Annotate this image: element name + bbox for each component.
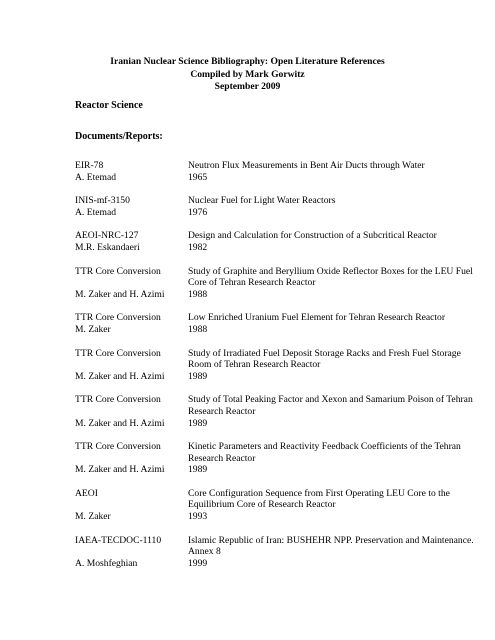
document-header [0,56,495,94]
bibliography-entry [75,535,475,570]
entry-id: TTR Core Conversion [75,312,161,324]
entry-author: M. Zaker and H. Azimi [75,370,165,382]
entry-title: Low Enriched Uranium Fuel Element for Tehran Research Reactor [188,312,446,324]
entry-year: 1989 [188,464,208,476]
bibliography-entry [75,348,475,383]
entry-id: AEOI [75,487,98,499]
entry-author: M. Zaker [75,323,111,335]
entry-title: Islamic Republic of Iran: BUSHEHR NPP. Preservation and Maintenance. Annex 8 [188,534,474,558]
entry-id: IAEA-TECDOC-1110 [75,534,162,546]
entry-id: TTR Core Conversion [75,265,161,277]
entry-title: Nuclear Fuel for Light Water Reactors [188,195,336,207]
bibliography-entry [75,195,475,218]
entry-year: 1976 [188,206,208,218]
entry-author: M. Zaker and H. Azimi [75,464,165,476]
entry-author: A. Etemad [75,206,117,218]
entry-author: A. Moshfeghian [75,557,138,569]
entry-year: 1999 [188,557,208,569]
entry-author: A. Etemad [75,171,117,183]
entry-id: TTR Core Conversion [75,347,161,359]
entry-author: M.R. Eskandaeri [75,241,140,253]
entry-year: 1988 [188,288,208,300]
header-compiler: Compiled by Mark Gorwitz [190,68,305,80]
bibliography-entry [75,160,475,183]
entry-title: Neutron Flux Measurements in Bent Air Ducts through Water [188,160,425,171]
subsection-title: Documents/Reports: [75,131,163,142]
entry-title: Study of Irradiated Fuel Deposit Storage Racks and Fresh Fuel Storage Room of Tehran Research Reactor [188,347,461,371]
entry-title: Study of Total Peaking Factor and Xexon and Samarium Poison of Tehran Research Reactor [188,394,473,417]
bibliography-list [75,160,475,581]
section-title: Reactor Science [75,100,143,111]
header-date: September 2009 [214,81,281,92]
bibliography-entry [75,488,475,523]
entry-id: TTR Core Conversion [75,441,161,453]
entry-year: 1993 [188,511,208,523]
entry-id: INIS-mf-3150 [75,195,130,207]
bibliography-entry [75,230,475,253]
entry-year: 1988 [188,323,208,335]
bibliography-entry [75,266,475,301]
entry-year: 1989 [188,370,208,382]
entry-author: M. Zaker [75,511,111,523]
entry-year: 1989 [188,417,208,429]
entry-title: Core Configuration Sequence from First Operating LEU Core to the Equilibrium Core of Research Reactor [188,487,450,511]
bibliography-entry [75,441,475,476]
entry-id: TTR Core Conversion [75,394,161,406]
entry-year: 1982 [188,241,208,253]
entry-author: M. Zaker and H. Azimi [75,417,165,429]
bibliography-entry [75,394,475,429]
entry-id: AEOI-NRC-127 [75,230,139,242]
entry-author: M. Zaker and H. Azimi [75,288,165,300]
entry-id: EIR-78 [75,160,104,171]
header-title: Iranian Nuclear Science Bibliography: Open Literature References [110,56,385,67]
entry-year: 1965 [188,171,208,183]
bibliography-entry [75,312,475,335]
entry-title: Design and Calculation for Construction of a Subcritical Reactor [188,230,437,242]
entry-title: Kinetic Parameters and Reactivity Feedback Coefficients of the Tehran Research Reactor [188,441,461,464]
entry-title: Study of Graphite and Beryllium Oxide Reflector Boxes for the LEU Fuel Core of Tehran Research Reactor [188,265,473,289]
